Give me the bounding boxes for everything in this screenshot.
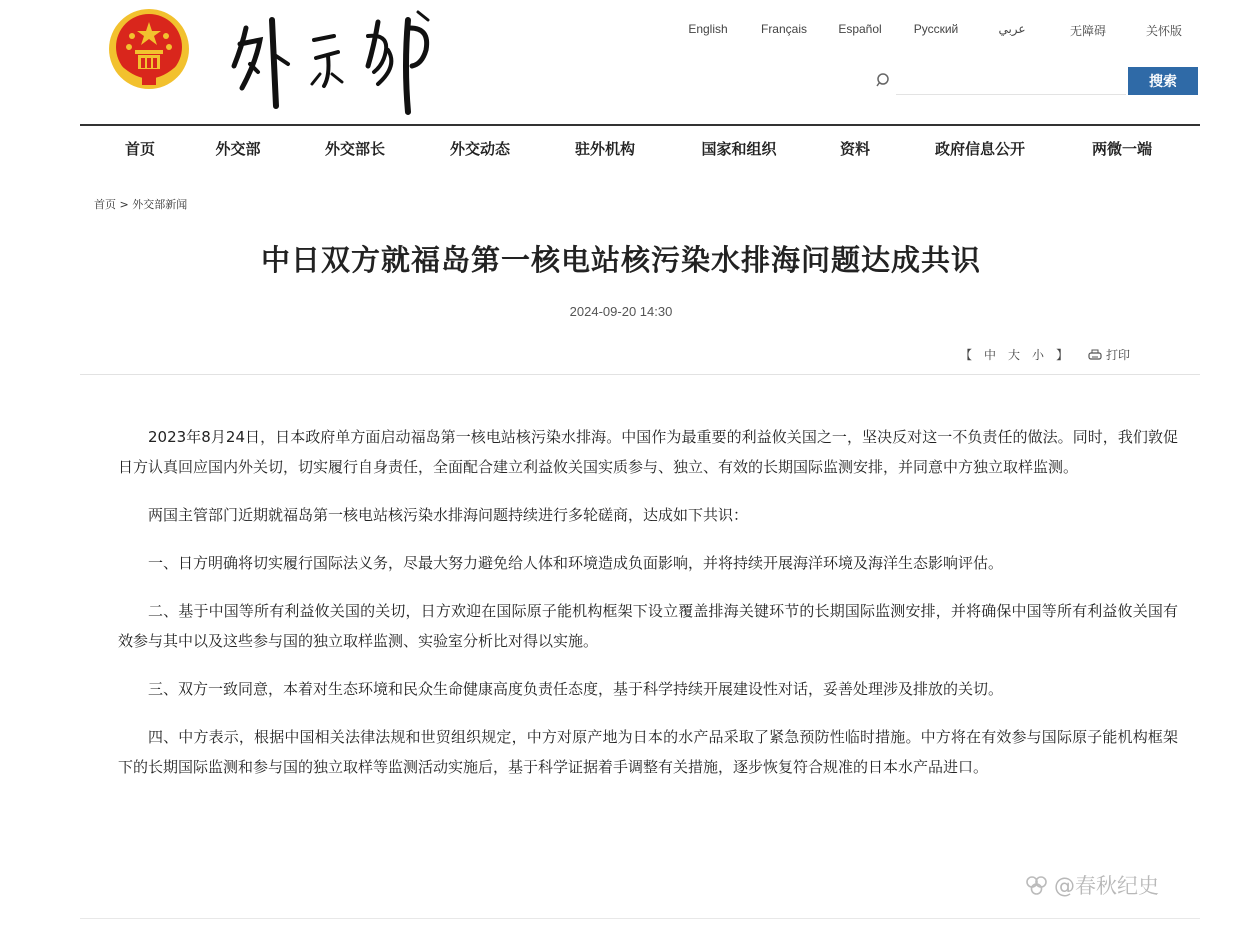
font-size-small-button[interactable]: 小 <box>1032 348 1045 362</box>
nav-social-media[interactable]: 两微一端 <box>1091 140 1153 158</box>
font-size-controls <box>960 346 1068 363</box>
nav-countries-organizations[interactable]: 国家和组织 <box>701 140 777 158</box>
accessibility-link[interactable]: 无障碍 <box>1069 24 1106 38</box>
main-nav <box>80 126 1200 170</box>
article-paragraph: 2023年8月24日，日本政府单方面启动福岛第一核电站核污染水排海。中国作为最重要的利益攸关国之一，坚决反对这一不负责任的做法。同时，我们敦促日方认真回应国内外关切，切实履行自身责任，全面配合建立利益攸关国实质参与、独立、有效的长期国际监测安排，并同意中方独立取样监测。 <box>118 428 1178 476</box>
care-version-link[interactable]: 关怀版 <box>1145 24 1182 38</box>
lang-french-link[interactable]: Français <box>760 22 807 36</box>
print-button[interactable] <box>1088 346 1130 363</box>
nav-home[interactable]: 首页 <box>124 140 156 158</box>
bracket-close: 】 <box>1056 348 1069 362</box>
search-bar <box>870 66 1200 96</box>
breadcrumb[interactable]: 首页 > 外交部新闻 <box>94 198 188 211</box>
lang-arabic-link[interactable]: عربي <box>998 22 1026 36</box>
article-paragraph: 一、日方明确将切实履行国际法义务，尽最大努力避免给人体和环境造成负面影响，并将持续开展海洋环境及海洋生态影响评估。 <box>148 554 1004 572</box>
search-input[interactable] <box>896 67 1126 95</box>
nav-resources[interactable]: 资料 <box>839 140 871 158</box>
platform-logo-icon <box>1024 874 1050 896</box>
bottom-divider <box>80 918 1200 919</box>
article-paragraph: 三、双方一致同意，本着对生态环境和民众生命健康高度负责任态度，基于科学持续开展建设性对话，妥善处理涉及排放的关切。 <box>148 680 1004 698</box>
article-body <box>118 422 1178 800</box>
article-paragraph: 四、中方表示，根据中国相关法律法规和世贸组织规定，中方对原产地为日本的水产品采取了紧急预防性临时措施。中方将在有效参与国际原子能机构框架下的长期国际监测和参与国的独立取样等监测活动实施后，基于科学证据着手调整有关措施，逐步恢复符合规准的日本水产品进口。 <box>118 728 1178 776</box>
language-bar <box>670 22 1202 39</box>
article-paragraph: 二、基于中国等所有利益攸关国的关切，日方欢迎在国际原子能机构框架下设立覆盖排海关键环节的长期国际监测安排，并将确保中国等所有利益攸关国有效参与其中以及这些参与国的独立取样监测、实验室分析比对得以实施。 <box>118 602 1178 650</box>
article-title: 中日双方就福岛第一核电站核污染水排海问题达成共识 <box>260 243 981 277</box>
ministry-calligraphy-logo[interactable] <box>228 6 448 116</box>
watermark <box>1024 870 1159 900</box>
search-button[interactable]: 搜索 <box>1128 67 1198 95</box>
bracket-open: 【 <box>960 348 973 362</box>
watermark-text: @春秋纪史 <box>1054 874 1159 898</box>
nav-gov-info[interactable]: 政府信息公开 <box>934 140 1026 158</box>
printer-icon <box>1088 349 1102 361</box>
nav-minister[interactable]: 外交部长 <box>324 140 386 158</box>
font-size-large-button[interactable]: 大 <box>1008 348 1021 362</box>
nav-missions-abroad[interactable]: 驻外机构 <box>574 140 636 158</box>
font-size-medium-button[interactable]: 中 <box>984 348 997 362</box>
lang-russian-link[interactable]: Русский <box>913 22 959 36</box>
article-date: 2024-09-20 14:30 <box>569 304 673 319</box>
content-divider <box>80 374 1200 375</box>
nav-diplomatic-news[interactable]: 外交动态 <box>449 140 511 158</box>
lang-spanish-link[interactable]: Español <box>838 22 882 36</box>
lang-english-link[interactable]: English <box>688 22 728 36</box>
search-icon <box>876 72 892 88</box>
print-label: 打印 <box>1106 348 1131 362</box>
nav-ministry[interactable]: 外交部 <box>215 140 261 158</box>
national-emblem-icon[interactable] <box>108 8 190 90</box>
article-paragraph: 两国主管部门近期就福岛第一核电站核污染水排海问题持续进行多轮磋商，达成如下共识： <box>148 506 749 524</box>
site-header <box>0 0 1242 126</box>
